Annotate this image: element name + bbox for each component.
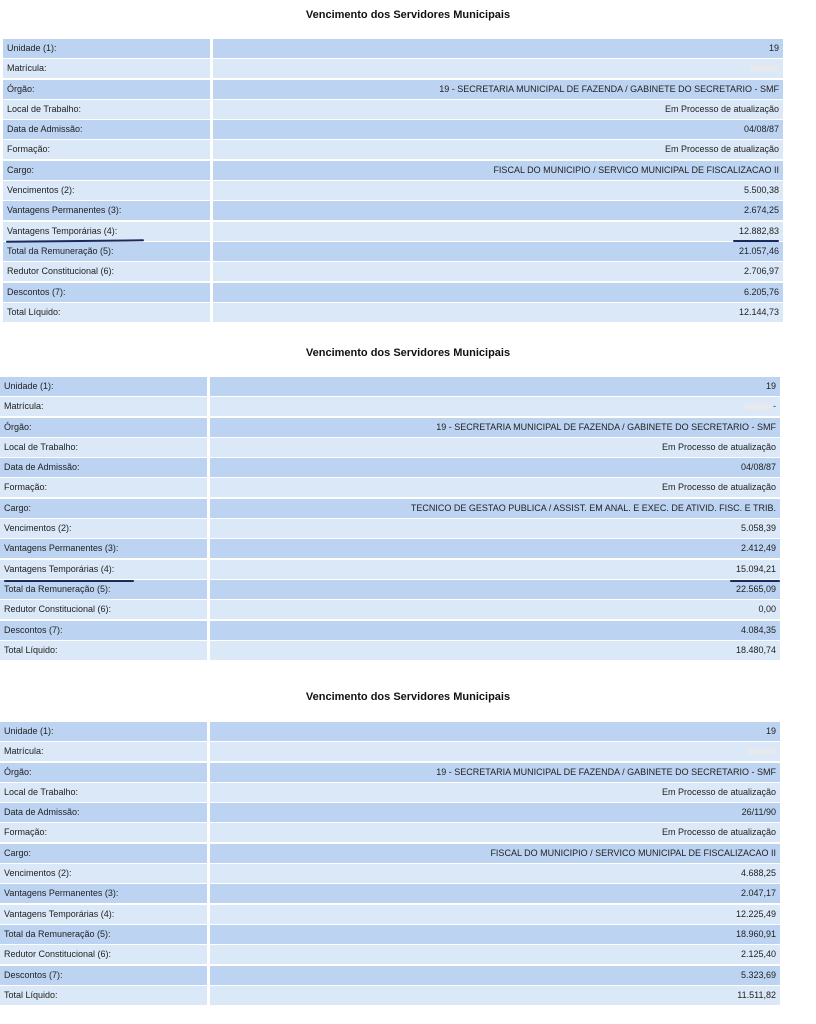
row-orgao	[0, 418, 780, 437]
row-formacao	[0, 823, 780, 842]
row-value: 22.565,09	[210, 580, 780, 599]
row-label: Descontos (7):	[0, 621, 207, 640]
row-value: 2.047,17	[210, 884, 780, 903]
row-unidade	[3, 39, 783, 58]
redacted-mark	[743, 403, 773, 410]
row-unidade	[0, 377, 780, 396]
row-label: Vencimentos (2):	[0, 519, 207, 538]
row-value: 2.706,97	[213, 262, 783, 281]
row-label: Vantagens Temporárias (4):	[0, 905, 207, 924]
row-redutor-constitucional	[0, 945, 780, 964]
row-value: 19 - SECRETARIA MUNICIPAL DE FAZENDA / GABINETE DO SECRETARIO - SMF	[213, 80, 783, 99]
row-label: Total da Remuneração (5):	[3, 242, 210, 261]
row-label: Data de Admissão:	[3, 120, 210, 139]
row-label: Redutor Constitucional (6):	[0, 945, 207, 964]
row-vantagens-permanentes	[0, 539, 780, 558]
row-value	[210, 742, 780, 761]
row-cargo	[0, 844, 780, 863]
row-value: 2.125,40	[210, 945, 780, 964]
row-value: 21.057,46	[213, 242, 783, 261]
row-label: Descontos (7):	[0, 966, 207, 985]
row-label: Local de Trabalho:	[3, 100, 210, 119]
row-value: FISCAL DO MUNICIPIO / SERVICO MUNICIPAL DE FISCALIZACAO II	[210, 844, 780, 863]
handwritten-underline	[730, 580, 780, 582]
row-value: 12.225,49	[210, 905, 780, 924]
row-label: Matrícula:	[0, 397, 207, 416]
row-value: 19 - SECRETARIA MUNICIPAL DE FAZENDA / GABINETE DO SECRETARIO - SMF	[210, 763, 780, 782]
row-value: 18.960,91	[210, 925, 780, 944]
row-data-admissao	[0, 458, 780, 477]
row-label: Local de Trabalho:	[0, 438, 207, 457]
row-value: 15.094,21	[210, 560, 780, 579]
row-label: Data de Admissão:	[0, 803, 207, 822]
row-local-trabalho	[0, 438, 780, 457]
row-label: Vantagens Permanentes (3):	[0, 884, 207, 903]
salary-block-3	[0, 690, 816, 1012]
row-value: 2.412,49	[210, 539, 780, 558]
row-orgao	[0, 763, 780, 782]
row-value: 04/08/87	[210, 458, 780, 477]
row-vencimentos	[0, 519, 780, 538]
row-label: Vencimentos (2):	[3, 181, 210, 200]
row-label: Local de Trabalho:	[0, 783, 207, 802]
row-value: 19 - SECRETARIA MUNICIPAL DE FAZENDA / GABINETE DO SECRETARIO - SMF	[210, 418, 780, 437]
row-label: Redutor Constitucional (6):	[0, 600, 207, 619]
row-label: Órgão:	[0, 418, 207, 437]
redacted-mark	[749, 65, 779, 72]
row-value: Em Processo de atualização	[210, 478, 780, 497]
row-unidade	[0, 722, 780, 741]
row-value	[213, 59, 783, 78]
salary-table	[3, 39, 783, 323]
row-value: 19	[210, 722, 780, 741]
salary-block-2	[0, 346, 816, 668]
row-redutor-constitucional	[0, 600, 780, 619]
salary-table	[0, 722, 780, 1006]
salary-table	[0, 377, 780, 661]
row-redutor-constitucional	[3, 262, 783, 281]
row-label: Descontos (7):	[3, 283, 210, 302]
row-orgao	[3, 80, 783, 99]
row-vantagens-permanentes	[3, 201, 783, 220]
row-label: Vantagens Temporárias (4):	[0, 560, 207, 579]
salary-block-1	[0, 8, 816, 328]
row-vantagens-permanentes	[0, 884, 780, 903]
row-value: 5.323,69	[210, 966, 780, 985]
row-label: Unidade (1):	[3, 39, 210, 58]
row-formacao	[0, 478, 780, 497]
row-value: 19	[210, 377, 780, 396]
row-value: FISCAL DO MUNICIPIO / SERVICO MUNICIPAL DE FISCALIZACAO II	[213, 161, 783, 180]
matricula-suffix: -	[773, 401, 776, 412]
row-label: Cargo:	[0, 499, 207, 518]
row-cargo	[0, 499, 780, 518]
row-data-admissao	[3, 120, 783, 139]
handwritten-underline	[4, 580, 134, 582]
row-value: 4.688,25	[210, 864, 780, 883]
block-title: Vencimento dos Servidores Municipais	[305, 347, 511, 359]
row-label: Matrícula:	[3, 59, 210, 78]
row-vencimentos	[3, 181, 783, 200]
row-formacao	[3, 140, 783, 159]
row-label: Redutor Constitucional (6):	[3, 262, 210, 281]
row-value: Em Processo de atualização	[210, 783, 780, 802]
row-cargo	[3, 161, 783, 180]
row-total-remuneracao	[3, 242, 783, 261]
row-total-remuneracao	[0, 580, 780, 599]
row-label: Vantagens Permanentes (3):	[3, 201, 210, 220]
row-total-liquido	[0, 986, 780, 1005]
row-label: Formação:	[3, 140, 210, 159]
row-total-remuneracao	[0, 925, 780, 944]
row-label: Cargo:	[3, 161, 210, 180]
row-label: Total Líquido:	[3, 303, 210, 322]
redacted-mark	[746, 748, 776, 755]
row-value: 0,00	[210, 600, 780, 619]
row-matricula	[0, 397, 780, 416]
row-value: 19	[213, 39, 783, 58]
row-matricula	[3, 59, 783, 78]
row-label: Matrícula:	[0, 742, 207, 761]
row-matricula	[0, 742, 780, 761]
row-value: TECNICO DE GESTAO PUBLICA / ASSIST. EM ANAL. E EXEC. DE ATIVID. FISC. E TRIB.	[210, 499, 780, 518]
row-label: Órgão:	[0, 763, 207, 782]
row-value: 5.058,39	[210, 519, 780, 538]
row-value: Em Processo de atualização	[213, 100, 783, 119]
row-label: Unidade (1):	[0, 722, 207, 741]
row-label: Vencimentos (2):	[0, 864, 207, 883]
row-vantagens-temporarias	[0, 560, 780, 579]
row-value: 5.500,38	[213, 181, 783, 200]
row-total-liquido	[0, 641, 780, 660]
row-value: 18.480,74	[210, 641, 780, 660]
row-value: 4.084,35	[210, 621, 780, 640]
row-label: Formação:	[0, 823, 207, 842]
row-value: 04/08/87	[213, 120, 783, 139]
row-value: Em Processo de atualização	[210, 823, 780, 842]
row-total-liquido	[3, 303, 783, 322]
handwritten-underline	[733, 240, 779, 242]
row-label: Cargo:	[0, 844, 207, 863]
row-vantagens-temporarias	[3, 222, 783, 241]
row-local-trabalho	[0, 783, 780, 802]
row-label: Data de Admissão:	[0, 458, 207, 477]
row-value	[210, 397, 780, 416]
row-label: Total da Remuneração (5):	[0, 925, 207, 944]
row-vencimentos	[0, 864, 780, 883]
row-value: 11.511,82	[210, 986, 780, 1005]
row-label: Total Líquido:	[0, 986, 207, 1005]
row-value: Em Processo de atualização	[213, 140, 783, 159]
row-label: Órgão:	[3, 80, 210, 99]
row-data-admissao	[0, 803, 780, 822]
row-descontos	[0, 621, 780, 640]
row-value: 12.882,83	[213, 222, 783, 241]
row-vantagens-temporarias	[0, 905, 780, 924]
row-value: Em Processo de atualização	[210, 438, 780, 457]
row-local-trabalho	[3, 100, 783, 119]
block-title: Vencimento dos Servidores Municipais	[305, 691, 511, 703]
row-descontos	[3, 283, 783, 302]
row-value: 12.144,73	[213, 303, 783, 322]
row-label: Total Líquido:	[0, 641, 207, 660]
row-value: 6.205,76	[213, 283, 783, 302]
block-title: Vencimento dos Servidores Municipais	[305, 9, 511, 21]
row-label: Vantagens Temporárias (4):	[3, 222, 210, 241]
row-label: Formação:	[0, 478, 207, 497]
row-value: 26/11/90	[210, 803, 780, 822]
row-value: 2.674,25	[213, 201, 783, 220]
row-label: Vantagens Permanentes (3):	[0, 539, 207, 558]
row-label: Total da Remuneração (5):	[0, 580, 207, 599]
row-descontos	[0, 966, 780, 985]
row-label: Unidade (1):	[0, 377, 207, 396]
